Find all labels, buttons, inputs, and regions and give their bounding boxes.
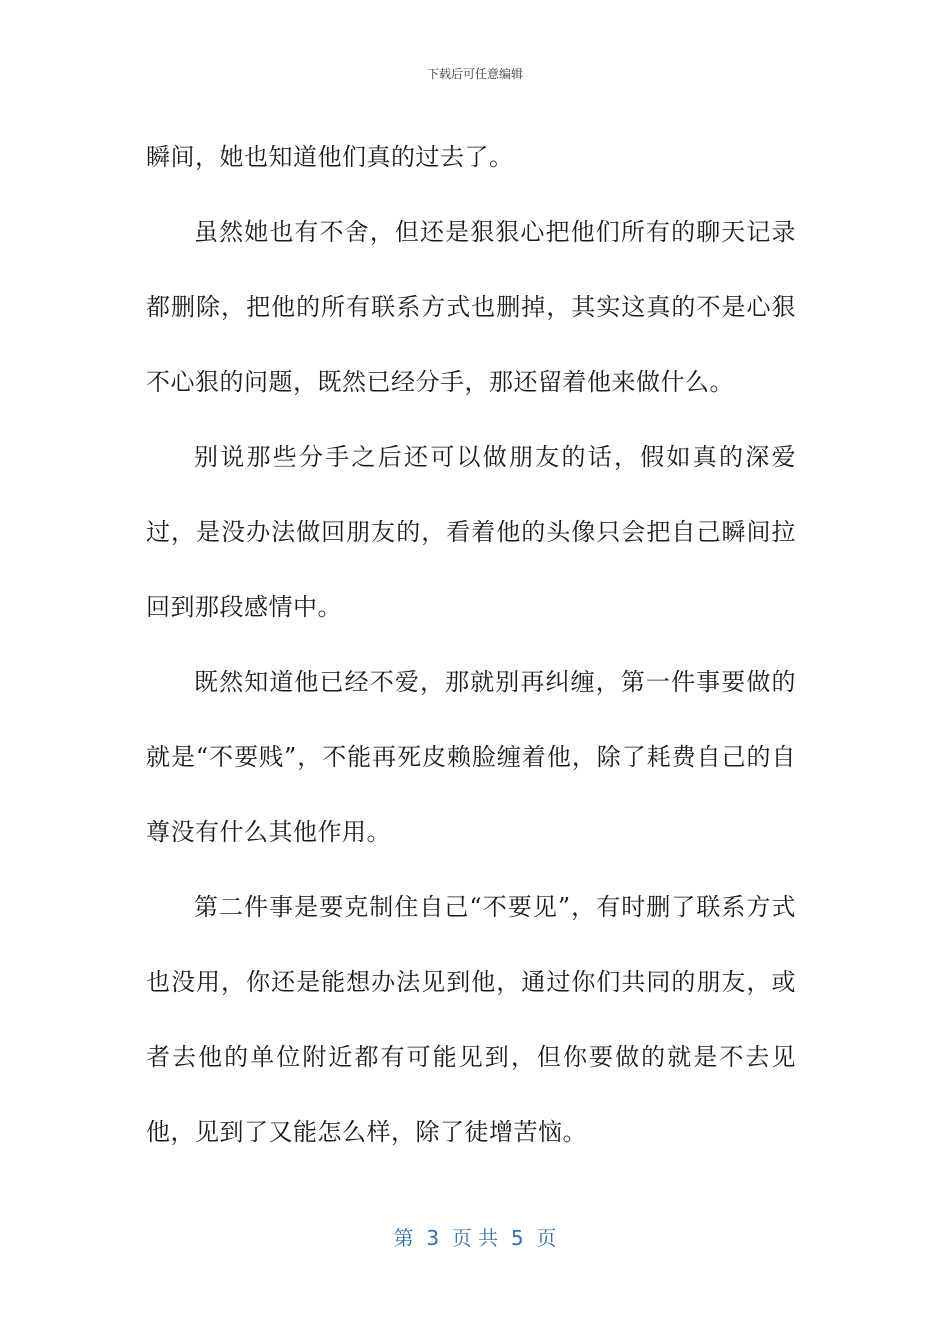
paragraph-1: 瞬间，她也知道他们真的过去了。 xyxy=(146,143,514,171)
paragraph-2: 虽然她也有不舍，但还是狠狠心把他们所有的聊天记录都删除，把他的所有联系方式也删掉，其实这真的不是心狠不心狠的问题，既然已经分手，那还留着他来做什么。 xyxy=(146,218,796,396)
paragraph-5: 第二件事是要克制住自己“不要见”，有时删了联系方式也没用，你还是能想办法见到他，通过你们共同的朋友，或者去他的单位附近都有可能见到，但你要做的就是不去见他，见到了又能怎么样，除了徒增苦恼。 xyxy=(146,893,796,1146)
paragraph-4: 既然知道他已经不爱，那就别再纠缠，第一件事要做的就是“不要贱”，不能再死皮赖脸缠着他，除了耗费自己的自尊没有什么其他作用。 xyxy=(146,668,796,846)
paragraph-3: 别说那些分手之后还可以做朋友的话，假如真的深爱过，是没办法做回朋友的，看着他的头像只会把自己瞬间拉回到那段感情中。 xyxy=(146,443,796,621)
page-header: 下载后可任意编辑 xyxy=(426,67,523,81)
page-number-footer: 第 3 页 共 5 页 xyxy=(393,1226,557,1250)
document-body xyxy=(146,120,796,1170)
